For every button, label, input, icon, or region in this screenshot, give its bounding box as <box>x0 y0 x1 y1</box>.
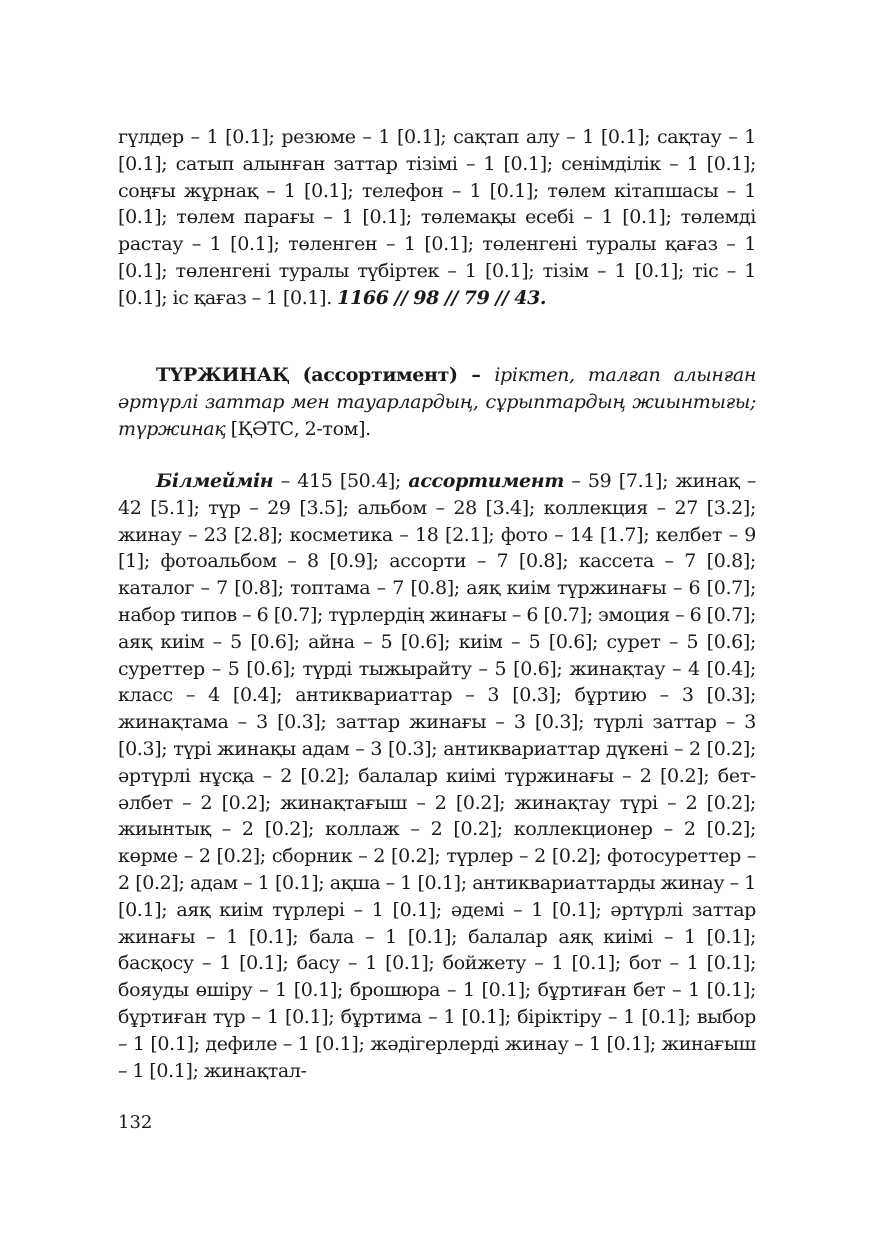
entry-source: [ҚӘТС, 2-том]. <box>225 417 371 440</box>
response-list: – 59 [7.1]; жинақ – 42 [5.1]; түр – 29 [3.5]; альбом – 28 [3.4]; коллекция – 27 [3.2]; жинау – 23 [2.8]; косметика – 18 [2.1]; фото – 14 [1.7]; келбет – 9 [1]; фотоальбом – 8 [0.9]; ассорти – 7 [0.8]; кассета – 7 [0.8]; каталог – 7 [0.8]; топтама – 7 [0.8]; аяқ киім түржинағы – 6 [0.7]; набор типов – 6 [0.7]; түрлердің жинағы – 6 [0.7]; эмоция – 6 [0.7]; аяқ киім – 5 [0.6]; айна – 5 [0.6]; киім – 5 [0.6]; сурет – 5 [0.6]; суреттер – 5 [0.6]; түрді тыжырайту – 5 [0.6]; жинақтау – 4 [0.4]; класс – 4 [0.4]; антиквариаттар – 3 [0.3]; бұртию – 3 [0.3]; жинақтама – 3 [0.3]; заттар жинағы – 3 [0.3]; түрлі заттар – 3 [0.3]; түрі жинақы адам – 3 [0.3]; антиквариаттар дүкені – 2 [0.2]; әртүрлі нұсқа – 2 [0.2]; балалар киімі түржинағы – 2 [0.2]; бет-әлбет – 2 [0.2]; жинақтағыш – 2 [0.2]; жинақтау түрі – 2 [0.2]; жиынтық – 2 [0.2]; коллаж – 2 [0.2]; коллекционер – 2 [0.2]; көрме – 2 [0.2]; сборник – 2 [0.2]; түрлер – 2 [0.2]; фотосуреттер – 2 [0.2]; адам – 1 [0.1]; ақша – 1 [0.1]; антиквариаттарды жинау – 1 [0.1]; аяқ киім түрлері – 1 [0.1]; әдемі – 1 [0.1]; әртүрлі заттар жинағы – 1 [0.1]; бала – 1 [0.1]; балалар аяқ киімі – 1 [0.1]; басқосу – 1 [0.1]; басу – 1 [0.1]; бойжету – 1 [0.1]; бот – 1 [0.1]; бояуды өшіру – 1 [0.1]; брошюра – 1 [0.1]; бұртиған бет – 1 [0.1]; бұртиған түр – 1 [0.1]; бұртима – 1 [0.1]; біріктіру – 1 [0.1]; выбор – 1 [0.1]; дефиле – 1 [0.1]; жәдігерлерді жинау – 1 [0.1]; жинағыш – 1 [0.1]; жинақтал- <box>118 470 756 1082</box>
entry-definition-paragraph <box>118 362 756 442</box>
entry-dash: – <box>457 364 495 386</box>
second-response-label: ассортимент <box>408 470 564 492</box>
response-list-continued: гүлдер – 1 [0.1]; резюме – 1 [0.1]; сақтап алу – 1 [0.1]; сақтау – 1 [0.1]; сатып алынған заттар тізімі – 1 [0.1]; сенімділік – 1 [0.1]; соңғы жұрнақ – 1 [0.1]; телефон – 1 [0.1]; төлем кітапшасы – 1 [0.1]; төлем парағы – 1 [0.1]; төлемақы есебі – 1 [0.1]; төлемді растау – 1 [0.1]; төленген – 1 [0.1]; төленгені туралы қағаз – 1 [0.1]; төленгені туралы түбіртек – 1 [0.1]; тізім – 1 [0.1]; тіс – 1 [0.1]; іс қағаз – 1 [0.1]. <box>118 126 756 309</box>
dictionary-entry <box>118 362 756 442</box>
lead-response-label: Білмеймін <box>156 470 274 492</box>
entry-totals: 1166 // 98 // 79 // 43. <box>337 286 547 309</box>
entry-headword: ТҮРЖИНАҚ <box>156 364 290 386</box>
responses-text <box>118 468 756 1084</box>
page-number: 132 <box>118 1112 153 1133</box>
continued-entry-paragraph <box>118 124 756 312</box>
lead-response-value: – 415 [50.4]; <box>273 470 409 492</box>
entry-definition: іріктеп, талғап алынған әртүрлі заттар мен тауарлардың, сұрыптардың жиынтығы; түржинақ <box>118 364 756 440</box>
responses-paragraph <box>118 468 756 1084</box>
continued-entry-text <box>118 124 756 312</box>
entry-translation: (ассортимент) <box>302 364 458 386</box>
